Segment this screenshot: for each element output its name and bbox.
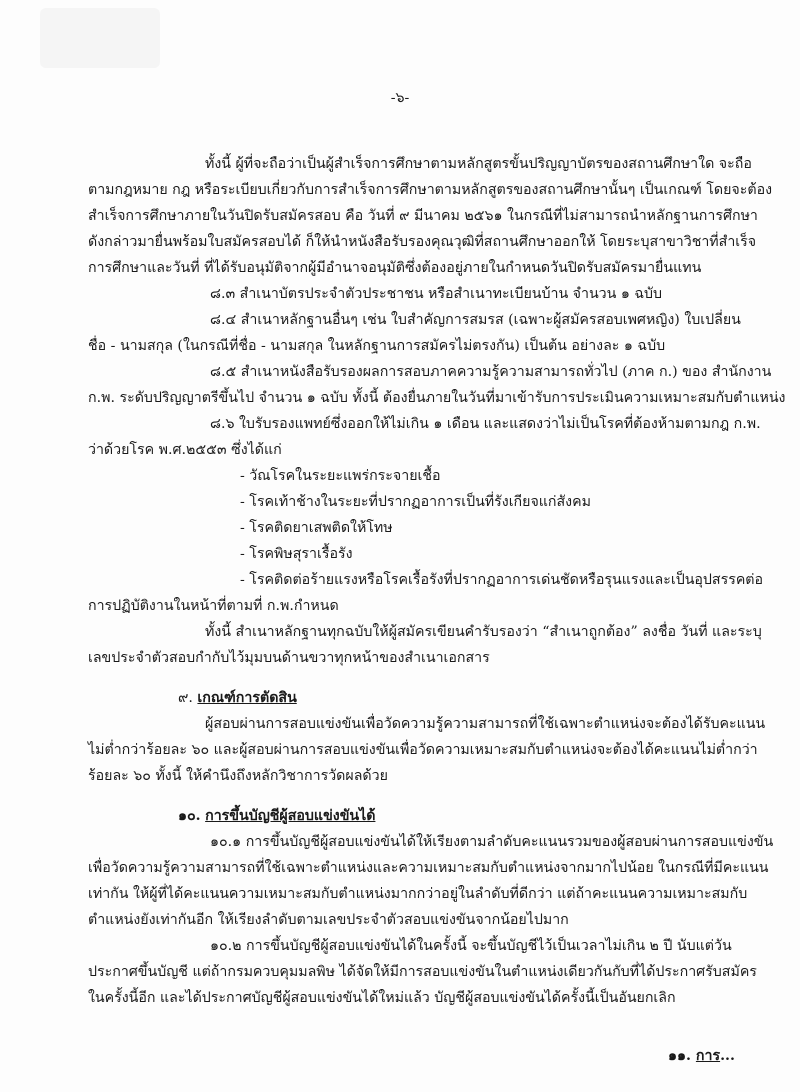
- intro-line-5: การศึกษาและวันที่ ที่ได้รับอนุมัติจากผู้มีอำนาจอนุมัติซึ่งต้องอยู่ภายในกำหนดวันปิดรับสมัครมายื่นแทน: [88, 260, 702, 276]
- section-9-title: เกณฑ์การตัดสิน: [197, 690, 297, 706]
- item-8-4-line-2: ชื่อ - นามสกุล (ในกรณีที่ชื่อ - นามสกุล ในหลักฐานการสมัครไม่ตรงกัน) เป็นต้น อย่างละ ๑ ฉบับ: [88, 338, 666, 354]
- intro-line-1: ทั้งนี้ ผู้ที่จะถือว่าเป็นผู้สำเร็จการศึกษาตามหลักสูตรขั้นปริญญาบัตรของสถานศึกษาใด จะถือ: [205, 156, 752, 172]
- copy-note-line-2: เลขประจำตัวสอบกำกับไว้มุมบนด้านขวาทุกหน้าของสำเนาเอกสาร: [88, 650, 490, 666]
- continuation-word: การ: [695, 1048, 721, 1064]
- item-8-6-line-1: ๘.๖ ใบรับรองแพทย์ซึ่งออกให้ไม่เกิน ๑ เดือน และแสดงว่าไม่เป็นโรคที่ต้องห้ามตามกฎ ก.พ.: [210, 416, 761, 432]
- section-10-2-line-1: ๑๐.๒ การขึ้นบัญชีผู้สอบแข่งขันได้ในครั้งนี้ จะขึ้นบัญชีไว้เป็นเวลาไม่เกิน ๒ ปี นับแต่วัน: [210, 938, 732, 954]
- continuation-number: ๑๑.: [668, 1048, 691, 1064]
- scan-shadow: [40, 8, 160, 68]
- section-9-line-1: ผู้สอบผ่านการสอบแข่งขันเพื่อวัดความรู้ความสามารถที่ใช้เฉพาะตำแหน่งจะต้องได้รับคะแนน: [205, 716, 766, 732]
- section-9-heading: [178, 688, 297, 708]
- section-10-title: การขึ้นบัญชีผู้สอบแข่งขันได้: [205, 808, 376, 824]
- disease-item-5-cont: การปฏิบัติงานในหน้าที่ตามที่ ก.พ.กำหนด: [88, 598, 339, 614]
- section-10-1-line-2: เพื่อวัดความรู้ความสามารถที่ใช้เฉพาะตำแหน่งและความเหมาะสมกับตำแหน่งจากมากไปน้อย ในกรณีที่มีคะแนน: [88, 860, 769, 876]
- section-9-line-2: ไม่ต่ำกว่าร้อยละ ๖๐ และผู้สอบผ่านการสอบแข่งขันเพื่อวัดความเหมาะสมกับตำแหน่งจะต้องได้คะแนนไม่ต่ำกว่า: [88, 742, 758, 758]
- item-8-6-line-2: ว่าด้วยโรค พ.ศ.๒๕๕๓ ซึ่งได้แก่: [88, 442, 282, 458]
- section-10-1-line-4: ตำแหน่งยังเท่ากันอีก ให้เรียงลำดับตามเลขประจำตัวสอบแข่งขันจากน้อยไปมาก: [88, 912, 569, 928]
- section-10-1-line-1: ๑๐.๑ การขึ้นบัญชีผู้สอบแข่งขันได้ให้เรียงตามลำดับคะแนนรวมของผู้สอบผ่านการสอบแข่งขัน: [210, 834, 774, 850]
- continuation-marker: [668, 1046, 735, 1066]
- intro-line-3: สำเร็จการศึกษาภายในวันปิดรับสมัครสอบ คือ วันที่ ๙ มีนาคม ๒๕๖๑ ในกรณีที่ไม่สามารถนำหลักฐานการศึกษา: [88, 208, 758, 224]
- disease-item-4: - โรคพิษสุราเรื้อรัง: [240, 546, 353, 562]
- section-10-heading: [178, 806, 375, 826]
- section-10-number: ๑๐.: [178, 808, 201, 824]
- disease-item-5: - โรคติดต่อร้ายแรงหรือโรคเรื้อรังที่ปรากฏอาการเด่นชัดหรือรุนแรงและเป็นอุปสรรคต่อ: [240, 572, 764, 588]
- item-8-5-line-1: ๘.๕ สำเนาหนังสือรับรองผลการสอบภาคความรู้ความสามารถทั่วไป (ภาค ก.) ของ สำนักงาน: [210, 364, 772, 380]
- item-8-4-line-1: ๘.๔ สำเนาหลักฐานอื่นๆ เช่น ใบสำคัญการสมรส (เฉพาะผู้สมัครสอบเพศหญิง) ใบเปลี่ยน: [210, 312, 741, 328]
- section-10-1-line-3: เท่ากัน ให้ผู้ที่ได้คะแนนความเหมาะสมกับตำแหน่งมากกว่าอยู่ในลำดับที่ดีกว่า แต่ถ้าคะแนนความเหมาะสมกับ: [88, 886, 748, 902]
- intro-line-2: ตามกฎหมาย กฎ หรือระเบียบเกี่ยวกับการสำเร็จการศึกษาตามหลักสูตรของสถานศึกษานั้นๆ เป็นเกณฑ์ โดยจะต้อง: [88, 182, 773, 198]
- section-9-number: ๙.: [178, 690, 193, 706]
- disease-item-2: - โรคเท้าช้างในระยะที่ปรากฏอาการเป็นที่รังเกียจแก่สังคม: [240, 494, 591, 510]
- disease-item-3: - โรคติดยาเสพติดให้โทษ: [240, 520, 393, 536]
- copy-note-line-1: ทั้งนี้ สำเนาหลักฐานทุกฉบับให้ผู้สมัครเขียนคำรับรองว่า “สำเนาถูกต้อง” ลงชื่อ วันที่ และระบุ: [205, 624, 762, 640]
- page-number: -๖-: [390, 90, 410, 106]
- section-10-2-line-3: ในครั้งนี้อีก และได้ประกาศบัญชีผู้สอบแข่งขันได้ใหม่แล้ว บัญชีผู้สอบแข่งขันได้ครั้งนี้เป็นอันยกเลิก: [88, 990, 676, 1006]
- continuation-dots: ...: [720, 1048, 735, 1064]
- section-9-line-3: ร้อยละ ๖๐ ทั้งนี้ ให้คำนึงถึงหลักวิชาการวัดผลด้วย: [88, 768, 388, 784]
- item-8-5-line-2: ก.พ. ระดับปริญญาตรีขึ้นไป จำนวน ๑ ฉบับ ทั้งนี้ ต้องยื่นภายในวันที่มาเข้ารับการประเมินความเหมาะสมกับตำแหน่ง: [88, 390, 786, 406]
- item-8-3: ๘.๓ สำเนาบัตรประจำตัวประชาชน หรือสำเนาทะเบียนบ้าน จำนวน ๑ ฉบับ: [210, 286, 663, 302]
- intro-line-4: ดังกล่าวมายื่นพร้อมใบสมัครสอบได้ ก็ให้นำหนังสือรับรองคุณวุฒิที่สถานศึกษาออกให้ โดยระบุสาขาวิชาที่สำเร็จ: [88, 234, 757, 250]
- disease-item-1: - วัณโรคในระยะแพร่กระจายเชื้อ: [240, 468, 441, 484]
- section-10-2-line-2: ประกาศขึ้นบัญชี แต่ถ้ากรมควบคุมมลพิษ ได้จัดให้มีการสอบแข่งขันในตำแหน่งเดียวกันกับที่ได้ประกาศรับสมัคร: [88, 964, 757, 980]
